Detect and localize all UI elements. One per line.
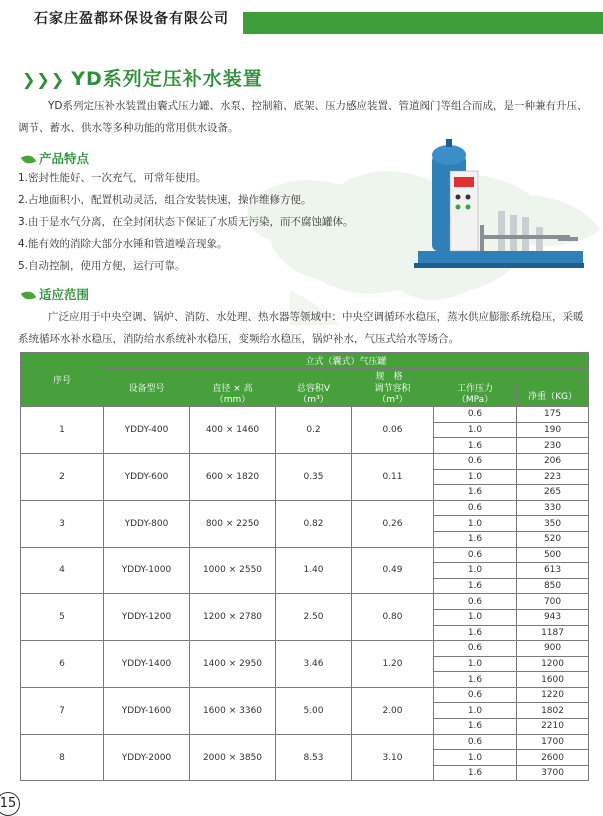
header-volume bbox=[276, 384, 352, 407]
cell-model: YDDY-400 bbox=[104, 407, 190, 454]
cell-pressure: 0.6 bbox=[434, 687, 517, 703]
header-volume-l2: （m³） bbox=[298, 395, 329, 406]
cell-volume: 0.2 bbox=[276, 407, 352, 454]
cell-no: 6 bbox=[21, 641, 104, 688]
cell-volume: 8.53 bbox=[276, 734, 352, 781]
cell-size: 1000 × 2550 bbox=[190, 547, 276, 594]
cell-weight: 1187 bbox=[517, 625, 589, 641]
cell-no: 5 bbox=[21, 594, 104, 641]
cell-size: 800 × 2250 bbox=[190, 500, 276, 547]
cell-weight: 613 bbox=[517, 563, 589, 579]
application-heading bbox=[22, 285, 89, 303]
cell-pressure: 0.6 bbox=[434, 453, 517, 469]
table-row bbox=[21, 641, 589, 657]
cell-no: 2 bbox=[21, 453, 104, 500]
header-green-bar bbox=[243, 12, 603, 34]
cell-weight: 350 bbox=[517, 516, 589, 532]
leaf-icon bbox=[21, 289, 36, 302]
header-adjust-l2: （m³） bbox=[377, 395, 408, 406]
list-item: 4.能有效的消除大部分水锤和管道噪音现象。 bbox=[18, 238, 228, 250]
list-item: 3.由于是水气分离，在全封闭状态下保证了水质无污染，而不腐蚀罐体。 bbox=[18, 216, 354, 228]
cell-weight: 520 bbox=[517, 531, 589, 547]
list-item: 1.密封性能好、一次充气，可常年使用。 bbox=[18, 172, 207, 184]
cell-size: 1600 × 3360 bbox=[190, 687, 276, 734]
title-text: YD系列定压补水装置 bbox=[71, 68, 263, 90]
cell-weight: 1200 bbox=[517, 656, 589, 672]
cell-weight: 500 bbox=[517, 547, 589, 563]
header-group: 立式（囊式）气压罐 bbox=[104, 353, 589, 369]
cell-size: 600 × 1820 bbox=[190, 453, 276, 500]
cell-model: YDDY-1600 bbox=[104, 687, 190, 734]
cell-model: YDDY-1400 bbox=[104, 641, 190, 688]
cell-weight: 190 bbox=[517, 422, 589, 438]
table-row bbox=[21, 734, 589, 750]
cell-pressure: 1.6 bbox=[434, 485, 517, 501]
features-list bbox=[18, 167, 354, 277]
cell-adjust: 0.06 bbox=[352, 407, 434, 454]
cell-no: 4 bbox=[21, 547, 104, 594]
cell-volume: 0.82 bbox=[276, 500, 352, 547]
cell-pressure: 0.6 bbox=[434, 594, 517, 610]
cell-adjust: 0.26 bbox=[352, 500, 434, 547]
spec-table bbox=[20, 352, 589, 781]
cell-pressure: 1.0 bbox=[434, 422, 517, 438]
header-pressure-l1: 工作压力 bbox=[456, 384, 493, 395]
cell-adjust: 2.00 bbox=[352, 687, 434, 734]
cell-pressure: 1.0 bbox=[434, 563, 517, 579]
cell-adjust: 0.80 bbox=[352, 594, 434, 641]
header-spec: 规 格 bbox=[190, 368, 589, 384]
cell-no: 3 bbox=[21, 500, 104, 547]
cell-pressure: 1.6 bbox=[434, 578, 517, 594]
cell-pressure: 1.0 bbox=[434, 609, 517, 625]
table-row bbox=[21, 594, 589, 610]
intro-paragraph: YD系列定压补水装置由囊式压力罐、水泵、控制箱、底架、压力感应装置、管道阀门等组合而成，是一种兼有升压、调节、蓄水、供水等多种功能的常用供水设备。 bbox=[18, 100, 588, 134]
cell-weight: 1802 bbox=[517, 703, 589, 719]
cell-no: 1 bbox=[21, 407, 104, 454]
header-volume-l1: 总容积V bbox=[296, 384, 331, 395]
cell-pressure: 1.0 bbox=[434, 750, 517, 766]
cell-size: 1200 × 2780 bbox=[190, 594, 276, 641]
header-adjust-l1: 调节容积 bbox=[374, 384, 411, 395]
cell-weight: 1220 bbox=[517, 687, 589, 703]
table-row bbox=[21, 500, 589, 516]
cell-adjust: 0.49 bbox=[352, 547, 434, 594]
cell-weight: 1600 bbox=[517, 672, 589, 688]
cell-weight: 850 bbox=[517, 578, 589, 594]
cell-volume: 1.40 bbox=[276, 547, 352, 594]
cell-no: 7 bbox=[21, 687, 104, 734]
header-model: 设备型号 bbox=[104, 368, 190, 407]
cell-model: YDDY-1200 bbox=[104, 594, 190, 641]
cell-pressure: 1.6 bbox=[434, 438, 517, 454]
cell-weight: 2210 bbox=[517, 719, 589, 735]
cell-pressure: 1.6 bbox=[434, 672, 517, 688]
page-header bbox=[0, 0, 603, 40]
table-row bbox=[21, 547, 589, 563]
cell-weight: 206 bbox=[517, 453, 589, 469]
cell-weight: 1700 bbox=[517, 734, 589, 750]
cell-volume: 0.35 bbox=[276, 453, 352, 500]
header-size-l2: （mm） bbox=[214, 395, 251, 406]
cell-adjust: 0.11 bbox=[352, 453, 434, 500]
cell-model: YDDY-600 bbox=[104, 453, 190, 500]
application-paragraph: 广泛应用于中央空调、锅炉、消防、水处理、热水器等领域中：中央空调循环水稳压，蒸水供应膨胀系统稳压，采暖系统循环水补水稳压，消防给水系统补水稳压，变频给水稳压，锅炉补水，气压式给水等场合。 bbox=[18, 311, 584, 345]
cell-weight: 175 bbox=[517, 407, 589, 423]
cell-pressure: 1.6 bbox=[434, 531, 517, 547]
cell-pressure: 0.6 bbox=[434, 641, 517, 657]
application-heading-text: 适应范围 bbox=[39, 287, 90, 302]
features-heading bbox=[22, 149, 89, 167]
cell-pressure: 1.0 bbox=[434, 703, 517, 719]
header-pressure bbox=[434, 384, 517, 407]
cell-pressure: 1.6 bbox=[434, 625, 517, 641]
cell-adjust: 1.20 bbox=[352, 641, 434, 688]
cell-size: 2000 × 3850 bbox=[190, 734, 276, 781]
header-no: 序号 bbox=[21, 353, 104, 407]
page-number: 15 bbox=[0, 792, 20, 816]
pressure-tank-unit-image bbox=[410, 133, 588, 273]
cell-volume: 5.00 bbox=[276, 687, 352, 734]
cell-weight: 265 bbox=[517, 485, 589, 501]
cell-weight: 943 bbox=[517, 609, 589, 625]
cell-model: YDDY-2000 bbox=[104, 734, 190, 781]
cell-pressure: 1.0 bbox=[434, 656, 517, 672]
cell-pressure: 1.0 bbox=[434, 516, 517, 532]
header-size bbox=[190, 384, 276, 407]
list-item: 2.占地面积小，配置机动灵活，组合安装快速，操作维修方便。 bbox=[18, 194, 312, 206]
cell-pressure: 0.6 bbox=[434, 407, 517, 423]
header-size-l1: 直径 × 高 bbox=[212, 384, 253, 395]
spec-table-body bbox=[21, 407, 589, 781]
cell-pressure: 0.6 bbox=[434, 734, 517, 750]
cell-adjust: 3.10 bbox=[352, 734, 434, 781]
table-row bbox=[21, 453, 589, 469]
header-adjust bbox=[352, 384, 434, 407]
cell-volume: 2.50 bbox=[276, 594, 352, 641]
table-row bbox=[21, 687, 589, 703]
table-row bbox=[21, 407, 589, 423]
cell-weight: 700 bbox=[517, 594, 589, 610]
cell-model: YDDY-1000 bbox=[104, 547, 190, 594]
cell-weight: 230 bbox=[517, 438, 589, 454]
cell-no: 8 bbox=[21, 734, 104, 781]
header-weight: 净重（KG） bbox=[517, 384, 589, 407]
cell-pressure: 1.6 bbox=[434, 719, 517, 735]
cell-weight: 900 bbox=[517, 641, 589, 657]
cell-weight: 2600 bbox=[517, 750, 589, 766]
cell-pressure: 1.0 bbox=[434, 469, 517, 485]
cell-size: 1400 × 2950 bbox=[190, 641, 276, 688]
cell-weight: 223 bbox=[517, 469, 589, 485]
cell-pressure: 1.6 bbox=[434, 765, 517, 781]
cell-model: YDDY-800 bbox=[104, 500, 190, 547]
header-pressure-l2: （MPa） bbox=[456, 395, 494, 406]
cell-pressure: 0.6 bbox=[434, 547, 517, 563]
leaf-icon bbox=[21, 153, 36, 166]
cell-weight: 330 bbox=[517, 500, 589, 516]
cell-pressure: 0.6 bbox=[434, 500, 517, 516]
cell-weight: 3700 bbox=[517, 765, 589, 781]
cell-size: 400 × 1460 bbox=[190, 407, 276, 454]
page-title bbox=[22, 64, 263, 91]
features-heading-text: 产品特点 bbox=[39, 151, 90, 166]
company-name: 石家庄盈都环保设备有限公司 bbox=[34, 11, 229, 27]
chevron-double-right-icon: ❯❯❯ bbox=[22, 70, 66, 89]
cell-volume: 3.46 bbox=[276, 641, 352, 688]
list-item: 5.自动控制，使用方便，运行可靠。 bbox=[18, 260, 186, 272]
